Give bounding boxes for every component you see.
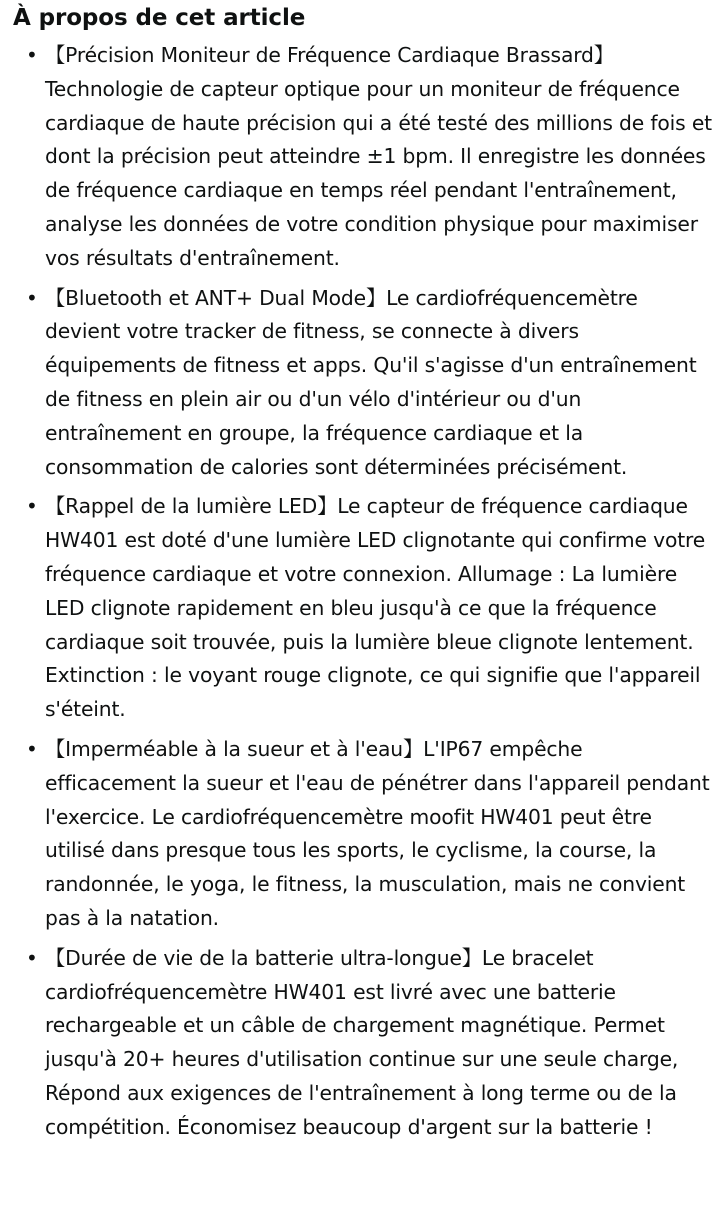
feature-bullet-led	[13, 490, 714, 727]
feature-bullet-accuracy	[13, 39, 714, 276]
bullet-dot-icon: •	[26, 736, 38, 761]
feature-bullet-battery	[13, 942, 714, 1145]
feature-bullet-waterproof	[13, 733, 714, 936]
bullet-text: 【Durée de vie de la batterie ultra-longue】Le bracelet cardiofréquencemètre HW401 est livré avec une batterie rechargeable et un câble de chargement magnétique. Permet jusqu'à 20+ heures d'utilisation continue sur une seule charge, Répond aux exigences de l'entraînement à long terme ou de la compétition. Économisez beaucoup d'argent sur la batterie !	[45, 945, 679, 1139]
bullet-dot-icon: •	[26, 285, 38, 310]
bullet-text: 【Précision Moniteur de Fréquence Cardiaque Brassard】Technologie de capteur optique pour un moniteur de fréquence cardiaque de haute précision qui a été testé des millions de fois et dont la précision peut atteindre ±1 bpm. Il enregistre les données de fréquence cardiaque en temps réel pendant l'entraînement, analyse les données de votre condition physique pour maximiser vos résultats d'entraînement.	[45, 43, 712, 270]
section-title: À propos de cet article	[13, 5, 306, 31]
bullet-dot-icon: •	[26, 945, 38, 970]
bullet-dot-icon: •	[26, 43, 38, 67]
bullet-text: 【Imperméable à la sueur et à l'eau】L'IP67 empêche efficacement la sueur et l'eau de pénétrer dans l'appareil pendant l'exercice. Le cardiofréquencemètre moofit HW401 peut être utilisé dans presque tous les sports, le cyclisme, la course, la randonnée, le yoga, le fitness, la musculation, mais ne convient pas à la natation.	[45, 736, 710, 930]
bullet-text: 【Bluetooth et ANT+ Dual Mode】Le cardiofréquencemètre devient votre tracker de fitness, se connecte à divers équipements de fitness et apps. Qu'il s'agisse d'un entraînement de fitness en plein air ou d'un vélo d'intérieur ou d'un entraînement en groupe, la fréquence cardiaque et la consommation de calories sont déterminées précisément.	[45, 285, 697, 479]
bullet-dot-icon: •	[26, 494, 38, 519]
feature-bullet-connectivity	[13, 282, 714, 485]
bullet-text: 【Rappel de la lumière LED】Le capteur de fréquence cardiaque HW401 est doté d'une lumière LED clignotante qui confirme votre fréquence cardiaque et votre connexion. Allumage : La lumière LED clignote rapidement en bleu jusqu'à ce que la fréquence cardiaque soit trouvée, puis la lumière bleue clignote lentement. Extinction : le voyant rouge clignote, ce qui signifie que l'appareil s'éteint.	[45, 494, 706, 722]
feature-bullet-list	[13, 39, 714, 1145]
